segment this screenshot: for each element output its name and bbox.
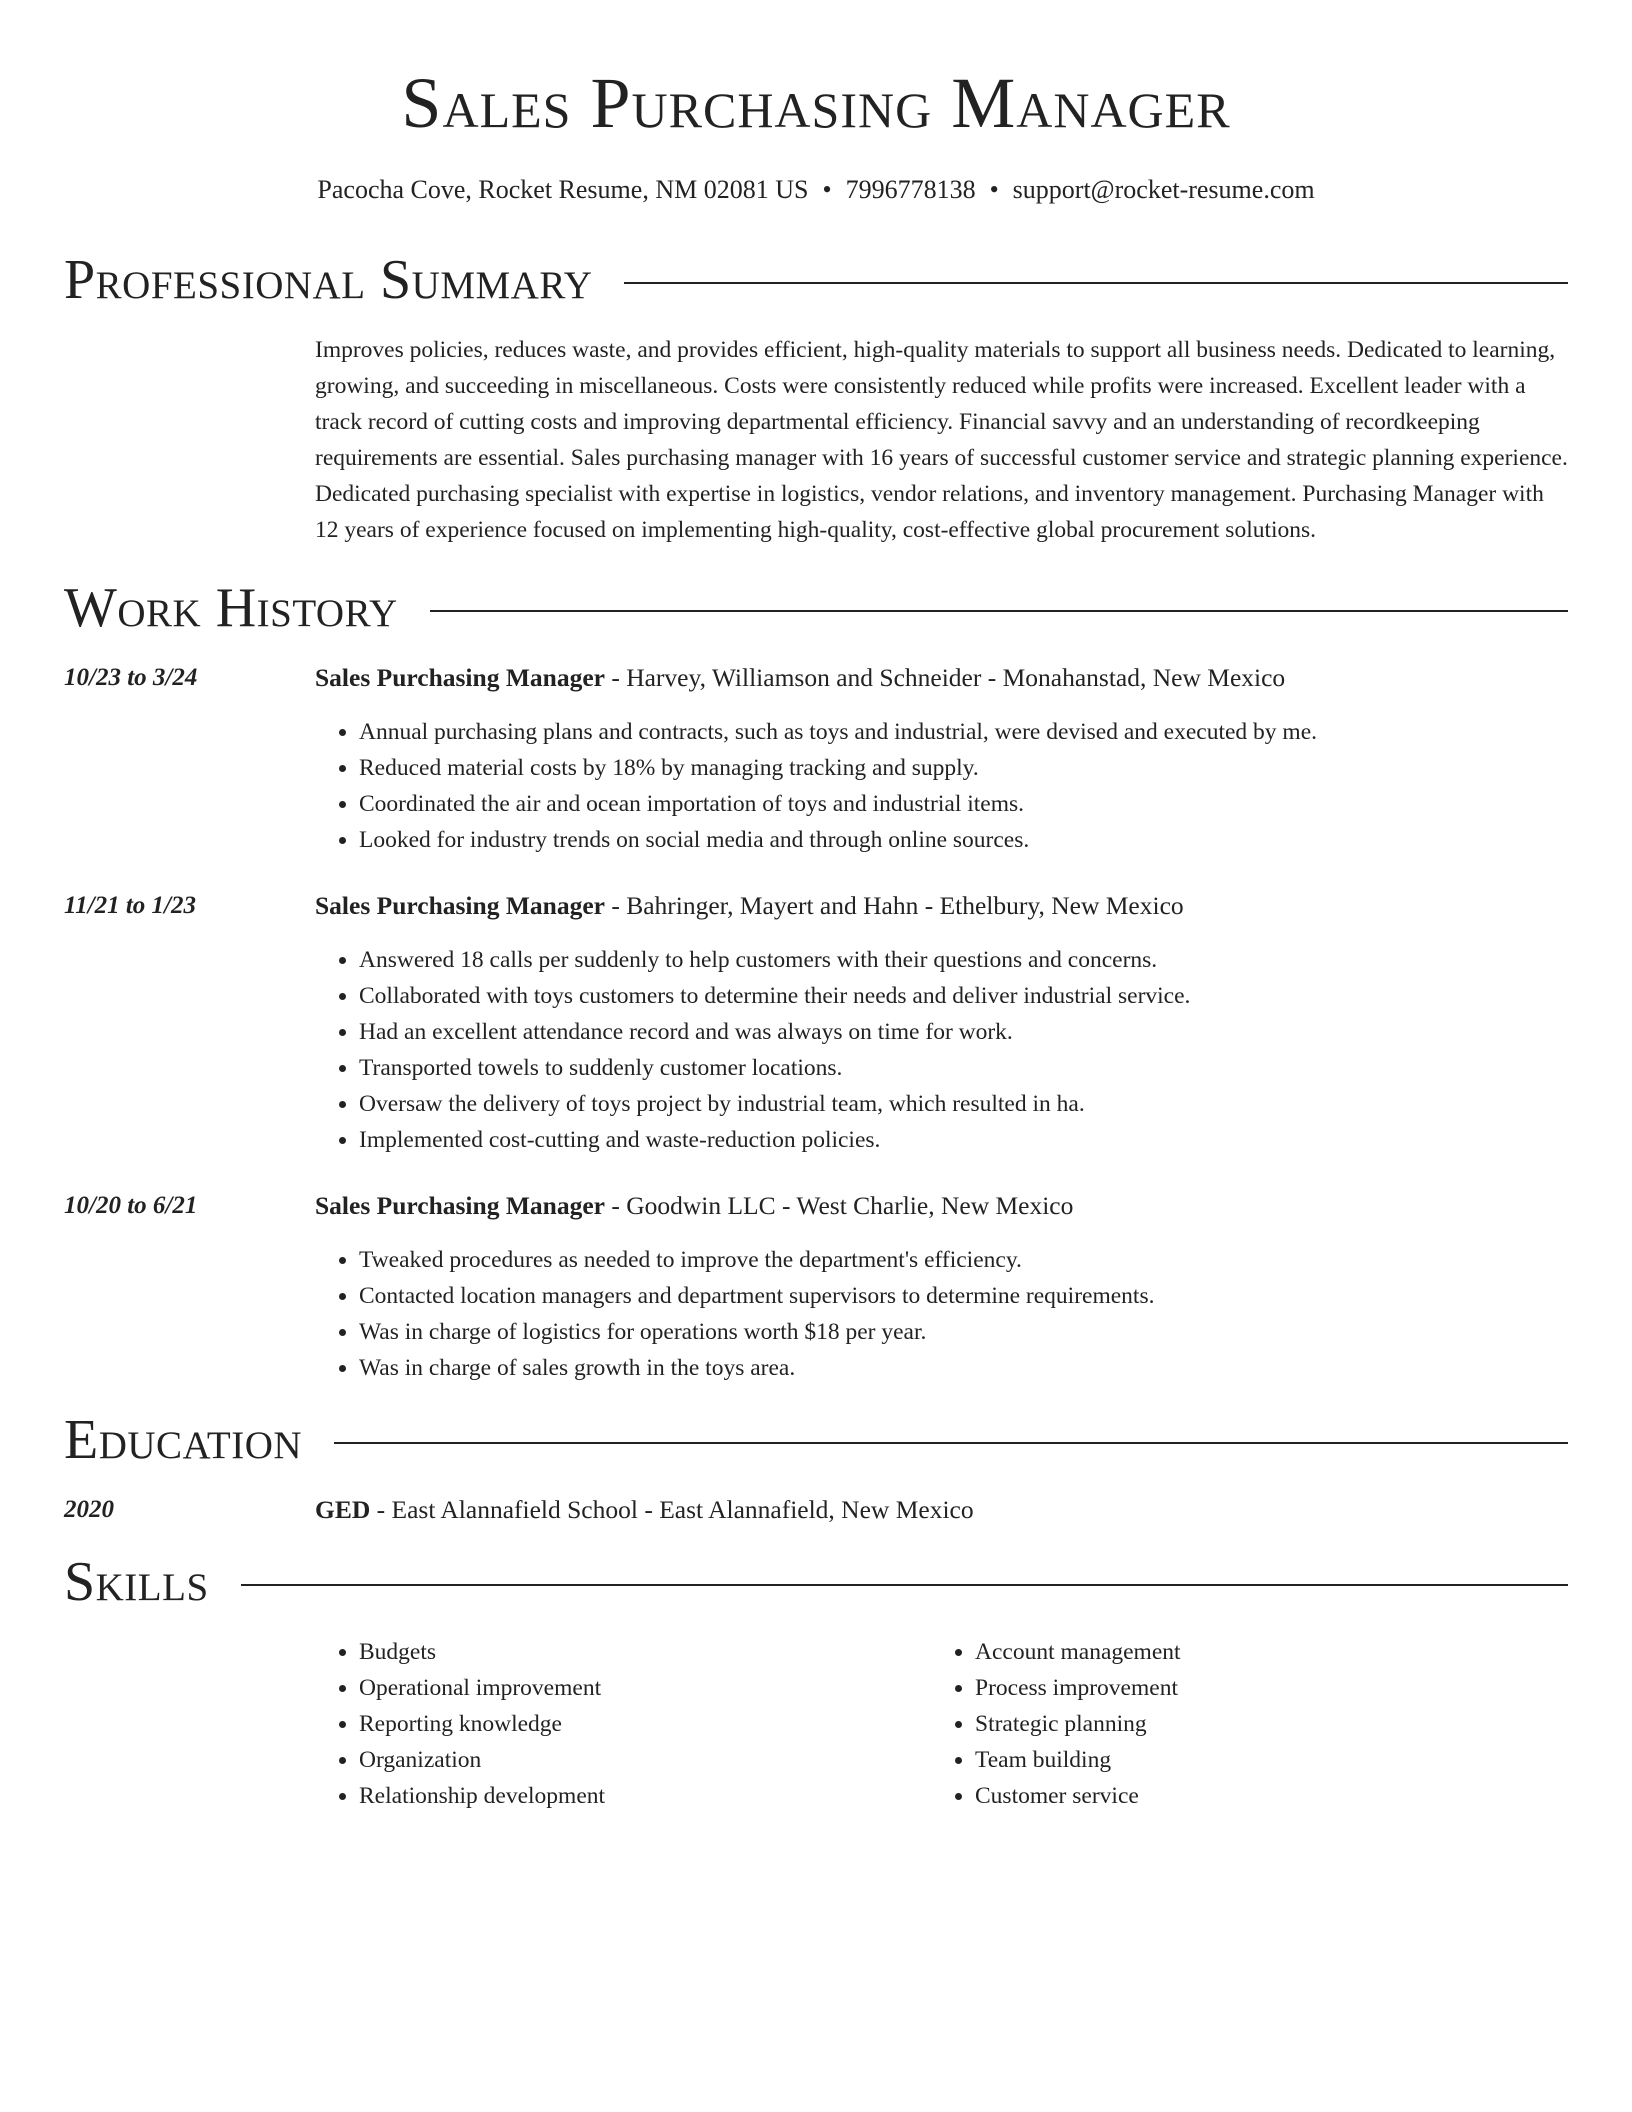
job-title: Sales Purchasing Manager: [315, 663, 605, 692]
education-degree: GED: [315, 1495, 371, 1524]
job-bullet: • Reduced material costs by 18% by managing tracking and supply.: [359, 750, 1568, 786]
job-bullet: • Transported towels to suddenly customer locations.: [359, 1050, 1568, 1086]
job-bullet: • Coordinated the air and ocean importation of toys and industrial items.: [359, 786, 1568, 822]
skill-item: • Customer service: [975, 1778, 1181, 1814]
section-divider: [624, 282, 1568, 284]
job-employer: - Harvey, Williamson and Schneider - Monahanstad, New Mexico: [604, 663, 1286, 692]
contact-separator: •: [989, 175, 999, 204]
job-dates: 11/21 to 1/23: [64, 892, 196, 919]
job-bullet: • Tweaked procedures as needed to improve the department's efficiency.: [359, 1242, 1568, 1278]
contact-line: [64, 172, 1568, 208]
job-entry: [64, 660, 1568, 858]
job-line: [315, 660, 1568, 696]
job-employer: - Goodwin LLC - West Charlie, New Mexico: [604, 1191, 1074, 1220]
job-body: [315, 660, 1568, 858]
job-bullet: • Collaborated with toys customers to determine their needs and deliver industrial service.: [359, 978, 1568, 1014]
job-bullets: [315, 942, 1568, 1158]
skill-item: • Organization: [359, 1742, 931, 1778]
job-bullets: [315, 1242, 1568, 1386]
contact-separator: •: [822, 175, 832, 204]
section-title-summary: Professional Summary: [64, 249, 593, 311]
section-header-summary: [64, 246, 1568, 314]
job-bullet: • Annual purchasing plans and contracts, such as toys and industrial, were devised and executed by me.: [359, 714, 1568, 750]
skills-list-left: [315, 1634, 931, 1814]
job-body: [315, 888, 1568, 1158]
job-title: Sales Purchasing Manager: [315, 891, 605, 920]
skills-list-right: [931, 1634, 1181, 1814]
job-dates: 10/23 to 3/24: [64, 664, 198, 691]
job-employer: - Bahringer, Mayert and Hahn - Ethelbury, New Mexico: [604, 891, 1184, 920]
job-bullet: • Was in charge of logistics for operations worth $18 per year.: [359, 1314, 1568, 1350]
skills-columns: [315, 1634, 1568, 1814]
job-bullet: • Answered 18 calls per suddenly to help customers with their questions and concerns.: [359, 942, 1568, 978]
skill-item: • Relationship development: [359, 1778, 931, 1814]
skill-item: • Team building: [975, 1742, 1181, 1778]
resume-page: [64, 0, 1568, 1814]
job-bullet: • Looked for industry trends on social media and through online sources.: [359, 822, 1568, 858]
contact-address: Pacocha Cove, Rocket Resume, NM 02081 US: [317, 175, 809, 204]
job-bullet: • Contacted location managers and department supervisors to determine requirements.: [359, 1278, 1568, 1314]
work-history-list: [64, 660, 1568, 1386]
contact-email: support@rocket-resume.com: [1012, 175, 1315, 204]
job-bullet: • Implemented cost-cutting and waste-reduction policies.: [359, 1122, 1568, 1158]
section-title-education: Education: [64, 1409, 303, 1471]
job-entry: [64, 888, 1568, 1158]
section-divider: [241, 1584, 1568, 1586]
summary-text: Improves policies, reduces waste, and provides efficient, high-quality materials to support all business needs. Dedicated to learning, growing, and succeeding in miscellaneous. Costs were consistently reduced while profits were increased. Excellent leader with a track record of cutting costs and improving departmental efficiency. Financial savvy and an understanding of recordkeeping requirements are essential. Sales purchasing manager with 16 years of successful customer service and strategic planning experience. Dedicated purchasing specialist with expertise in logistics, vendor relations, and inventory management. Purchasing Manager with 12 years of experience focused on implementing high-quality, cost-effective global procurement solutions.: [315, 337, 1568, 543]
job-title: Sales Purchasing Manager: [315, 1191, 605, 1220]
education-year: 2020: [64, 1496, 114, 1523]
job-bullet: • Oversaw the delivery of toys project by industrial team, which resulted in ha.: [359, 1086, 1568, 1122]
section-divider: [334, 1442, 1568, 1444]
contact-phone: 7996778138: [845, 175, 976, 204]
section-title-work: Work History: [64, 577, 398, 639]
section-header-education: [64, 1406, 1568, 1474]
job-bullet: • Had an excellent attendance record and was always on time for work.: [359, 1014, 1568, 1050]
education-line: [315, 1492, 974, 1528]
skill-item: • Operational improvement: [359, 1670, 931, 1706]
job-dates: 10/20 to 6/21: [64, 1192, 198, 1219]
skill-item: • Process improvement: [975, 1670, 1181, 1706]
resume-name: Sales Purchasing Manager: [401, 63, 1231, 143]
skill-item: • Strategic planning: [975, 1706, 1181, 1742]
job-entry: [64, 1188, 1568, 1386]
job-bullet: • Was in charge of sales growth in the toys area.: [359, 1350, 1568, 1386]
education-details: - East Alannafield School - East Alannafield, New Mexico: [370, 1495, 974, 1524]
job-line: [315, 888, 1568, 924]
skill-item: • Budgets: [359, 1634, 931, 1670]
skill-item: • Reporting knowledge: [359, 1706, 931, 1742]
section-header-work: [64, 574, 1568, 642]
skill-item: • Account management: [975, 1634, 1181, 1670]
section-header-skills: [64, 1548, 1568, 1616]
job-bullets: [315, 714, 1568, 858]
job-line: [315, 1188, 1568, 1224]
section-divider: [430, 610, 1568, 612]
education-entry: [64, 1492, 1568, 1528]
section-title-skills: Skills: [64, 1551, 209, 1613]
job-body: [315, 1188, 1568, 1386]
